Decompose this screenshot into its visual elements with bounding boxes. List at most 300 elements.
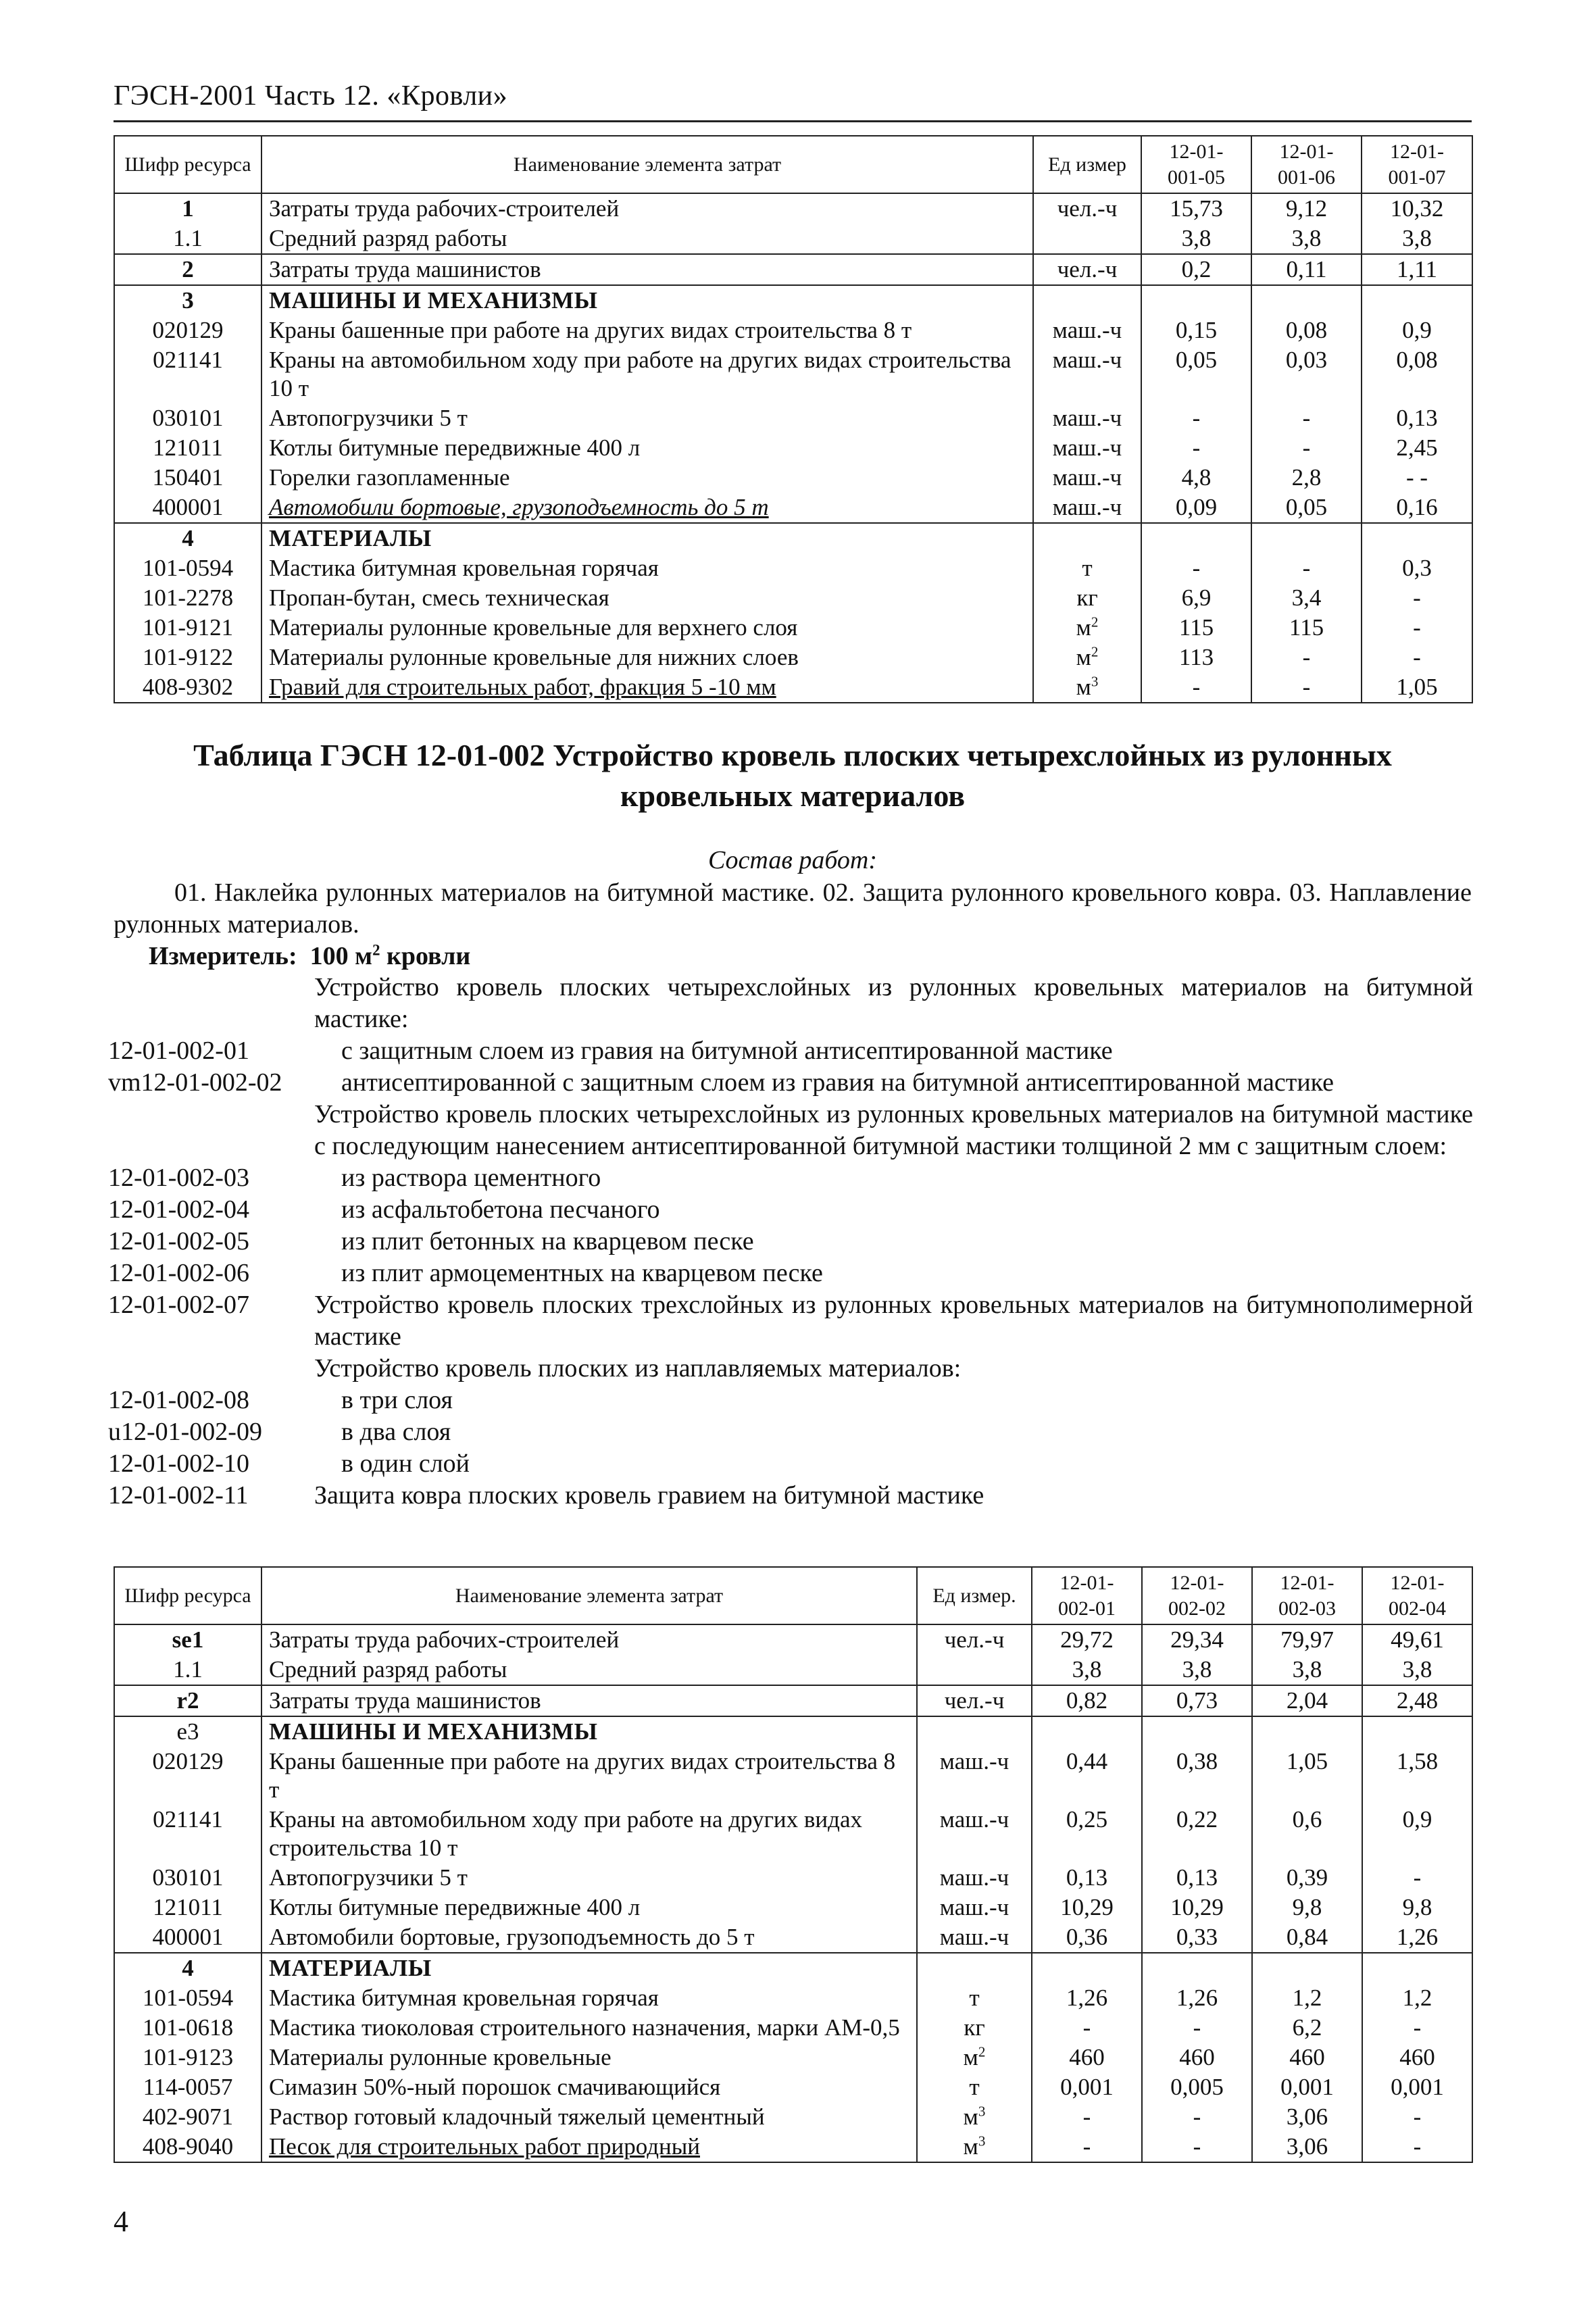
row-value: - xyxy=(1032,2013,1142,2043)
table-row xyxy=(114,1805,1472,1863)
row-unit: кг xyxy=(1033,583,1141,613)
norm-desc: Устройство кровель плоских трехслойных из рулонных кровельных материалов на битумнополимерной мастике xyxy=(314,1291,1473,1351)
row-value: 3,8 xyxy=(1252,1655,1362,1685)
row-unit: чел.-ч xyxy=(1033,254,1141,285)
row-code: 114-0057 xyxy=(114,2072,261,2102)
norm-desc: в два слоя xyxy=(341,1418,451,1446)
composition-title: Состав работ: xyxy=(707,846,878,874)
table-row xyxy=(114,613,1472,643)
row-value: 6,2 xyxy=(1252,2013,1362,2043)
row-value: 3,4 xyxy=(1251,583,1362,613)
row-value: 1,2 xyxy=(1362,1983,1472,2013)
row-value: 1,05 xyxy=(1362,672,1472,703)
row-value: 0,05 xyxy=(1251,493,1362,523)
row-name: Автопогрузчики 5 т xyxy=(261,1863,917,1893)
row-unit: маш.-ч xyxy=(917,1805,1032,1863)
table-row xyxy=(114,345,1472,403)
empty-cell xyxy=(917,1953,1032,1983)
norm-desc: из раствора цементного xyxy=(341,1164,601,1192)
header-col-01: 12-01- 002-01 xyxy=(1032,1567,1142,1624)
row-value: 0,11 xyxy=(1251,254,1362,285)
row-value: - xyxy=(1142,2102,1252,2132)
table-row xyxy=(114,553,1472,583)
section-row xyxy=(114,285,1472,316)
row-value: 2,04 xyxy=(1252,1685,1362,1716)
row-value: - xyxy=(1032,2132,1142,2162)
empty-cell xyxy=(1362,1953,1472,1983)
row-unit: маш.-ч xyxy=(917,1922,1032,1953)
norm-code: 12-01-002-05 xyxy=(108,1227,249,1255)
row-unit: т xyxy=(917,2072,1032,2102)
meter-sup: 2 xyxy=(372,941,380,959)
norm-desc: из плит армоцементных на кварцевом песке xyxy=(341,1259,823,1287)
row-value: 0,15 xyxy=(1141,316,1251,345)
row-value: - xyxy=(1362,1863,1472,1893)
row-unit: чел.-ч xyxy=(917,1624,1032,1655)
norm-desc: из плит бетонных на кварцевом песке xyxy=(341,1227,754,1255)
empty-cell xyxy=(1362,523,1472,553)
row-code: 020129 xyxy=(114,1747,261,1805)
row-value: 2,8 xyxy=(1251,463,1362,493)
row-name: Мастика битумная кровельная горячая xyxy=(261,1983,917,2013)
row-value: 1,58 xyxy=(1362,1747,1472,1805)
section-title: МАШИНЫ И МЕХАНИЗМЫ xyxy=(261,1716,917,1747)
row-value: - xyxy=(1251,433,1362,463)
row-name: Средний разряд работы xyxy=(261,1655,917,1685)
row-unit: $м^3$ xyxy=(1033,672,1141,703)
meter-tail: кровли xyxy=(380,942,471,970)
row-name: Материалы рулонные кровельные для нижних слоев xyxy=(261,643,1033,672)
row-code: 121011 xyxy=(114,1893,261,1922)
section-row xyxy=(114,1953,1472,1983)
row-name: Мастика битумная кровельная горячая xyxy=(261,553,1033,583)
row-value: 1,11 xyxy=(1362,254,1472,285)
row-value: 3,8 xyxy=(1362,1655,1472,1685)
table-row xyxy=(114,403,1472,433)
row-unit: маш.-ч xyxy=(1033,433,1141,463)
row-value: 0,16 xyxy=(1362,493,1472,523)
header-unit: Ед измер xyxy=(1033,136,1141,193)
row-value: 9,8 xyxy=(1362,1893,1472,1922)
table-header-row xyxy=(114,1567,1472,1624)
row-code: 121011 xyxy=(114,433,261,463)
row-value: 49,61 xyxy=(1362,1624,1472,1655)
row-name: Раствор готовый кладочный тяжелый цементный xyxy=(261,2102,917,2132)
table-row xyxy=(114,1922,1472,1953)
row-name: Краны на автомобильном ходу при работе на других видах строительства 10 т xyxy=(261,345,1033,403)
row-value: - xyxy=(1251,672,1362,703)
row-name: Мастика тиоколовая строительного назначения, марки АМ-0,5 xyxy=(261,2013,917,2043)
row-code: 101-9122 xyxy=(114,643,261,672)
row-code: 1.1 xyxy=(114,224,261,254)
row-value: 460 xyxy=(1142,2043,1252,2072)
header-divider xyxy=(114,120,1472,122)
section-title: МАТЕРИАЛЫ xyxy=(261,1953,917,1983)
row-value: 0,38 xyxy=(1142,1747,1252,1805)
norm-code: 12-01-002-07 xyxy=(108,1291,249,1319)
header-code: Шифр ресурса xyxy=(114,1567,261,1624)
resource-table-001 xyxy=(114,135,1473,703)
norm-desc: антисептированной с защитным слоем из гравия на битумной антисептированной мастике xyxy=(341,1068,1335,1097)
empty-cell xyxy=(1141,285,1251,316)
row-code: r2 xyxy=(114,1685,261,1716)
row-value: 10,32 xyxy=(1362,193,1472,224)
header-unit: Ед измер. xyxy=(917,1567,1032,1624)
row-value: 6,9 xyxy=(1141,583,1251,613)
row-value: - xyxy=(1142,2132,1252,2162)
row-name: Песок для строительных работ природный xyxy=(261,2132,917,2162)
header-col-02: 12-01- 002-02 xyxy=(1142,1567,1252,1624)
row-code: 030101 xyxy=(114,1863,261,1893)
list-item xyxy=(108,1226,1473,1258)
row-value: 0,6 xyxy=(1252,1805,1362,1863)
row-unit xyxy=(1033,224,1141,254)
row-value: 0,33 xyxy=(1142,1922,1252,1953)
empty-cell xyxy=(1362,285,1472,316)
row-code: 4 xyxy=(114,523,261,553)
table-row xyxy=(114,2072,1472,2102)
list-item xyxy=(108,1067,1473,1099)
row-value: - xyxy=(1362,2013,1472,2043)
row-code: 021141 xyxy=(114,1805,261,1863)
row-name: Автопогрузчики 5 т xyxy=(261,403,1033,433)
row-value: 0,39 xyxy=(1252,1863,1362,1893)
row-code: se1 xyxy=(114,1624,261,1655)
list-item xyxy=(108,1480,1473,1512)
row-value: 15,73 xyxy=(1141,193,1251,224)
row-code: 101-0594 xyxy=(114,1983,261,2013)
table-row xyxy=(114,1893,1472,1922)
row-value: - xyxy=(1142,2013,1252,2043)
row-value: 9,8 xyxy=(1252,1893,1362,1922)
table-row xyxy=(114,1655,1472,1685)
table-row xyxy=(114,2043,1472,2072)
row-unit: кг xyxy=(917,2013,1032,2043)
row-value: 0,36 xyxy=(1032,1922,1142,1953)
row-value: - xyxy=(1032,2102,1142,2132)
row-value: 1,26 xyxy=(1142,1983,1252,2013)
table-row xyxy=(114,433,1472,463)
row-value: - xyxy=(1362,2102,1472,2132)
header-name: Наименование элемента затрат xyxy=(261,1567,917,1624)
row-code: 1.1 xyxy=(114,1655,261,1685)
table-row xyxy=(114,254,1472,285)
table-row xyxy=(114,2132,1472,2162)
header-col-04: 12-01- 002-04 xyxy=(1362,1567,1472,1624)
row-name: Автомобили бортовые, грузоподъемность до 5 т xyxy=(261,493,1033,523)
empty-cell xyxy=(1251,523,1362,553)
row-name: Автомобили бортовые, грузоподъемность до 5 т xyxy=(261,1922,917,1953)
table-row xyxy=(114,1863,1472,1893)
section-row xyxy=(114,523,1472,553)
row-value: 0,001 xyxy=(1252,2072,1362,2102)
group-intro: Устройство кровель плоских четырехслойных из рулонных кровельных материалов на битумной мастике: xyxy=(314,973,1473,1033)
row-code: 400001 xyxy=(114,1922,261,1953)
row-value: 115 xyxy=(1141,613,1251,643)
table-row xyxy=(114,1685,1472,1716)
row-value: 3,8 xyxy=(1141,224,1251,254)
row-code: 4 xyxy=(114,1953,261,1983)
row-value: 0,2 xyxy=(1141,254,1251,285)
list-item xyxy=(108,1258,1473,1289)
row-value: 0,08 xyxy=(1251,316,1362,345)
norm-code: 12-01-002-01 xyxy=(108,1037,249,1065)
row-value: 0,03 xyxy=(1251,345,1362,403)
header-col-05: 12-01- 001-05 xyxy=(1141,136,1251,193)
list-item xyxy=(108,1035,1473,1067)
empty-cell xyxy=(1032,1953,1142,1983)
row-value: 10,29 xyxy=(1142,1893,1252,1922)
table2-body xyxy=(114,1624,1472,2162)
row-value: 3,8 xyxy=(1032,1655,1142,1685)
norm-desc: Защита ковра плоских кровель гравием на битумной мастике xyxy=(314,1481,984,1510)
row-value: - xyxy=(1362,583,1472,613)
row-name: Затраты труда машинистов xyxy=(261,1685,917,1716)
row-value: 0,09 xyxy=(1141,493,1251,523)
composition-body: 01. Наклейка рулонных материалов на битумной мастике. 02. Защита рулонного кровельного ковра. 03. Наплавление рулонных материалов. xyxy=(114,878,1472,939)
meter-value: 100 м xyxy=(309,942,373,970)
header-col-06: 12-01- 001-06 xyxy=(1251,136,1362,193)
row-name: Гравий для строительных работ, фракция 5 -10 мм xyxy=(261,672,1033,703)
row-code: 408-9040 xyxy=(114,2132,261,2162)
row-value: 0,3 xyxy=(1362,553,1472,583)
row-value: 0,08 xyxy=(1362,345,1472,403)
row-value: 2,48 xyxy=(1362,1685,1472,1716)
row-name: Краны башенные при работе на других видах строительства 8 т xyxy=(261,316,1033,345)
row-value: 0,001 xyxy=(1362,2072,1472,2102)
norm-desc: в три слоя xyxy=(341,1386,453,1414)
row-value: - xyxy=(1141,672,1251,703)
table-row xyxy=(114,493,1472,523)
row-value: 79,97 xyxy=(1252,1624,1362,1655)
row-unit: маш.-ч xyxy=(1033,463,1141,493)
row-value: 0,13 xyxy=(1362,403,1472,433)
norm-code: 12-01-002-11 xyxy=(108,1481,249,1510)
norm-code: 12-01-002-06 xyxy=(108,1259,249,1287)
header-col-07: 12-01- 001-07 xyxy=(1362,136,1472,193)
norm-desc: в один слой xyxy=(341,1449,470,1478)
row-value: 10,29 xyxy=(1032,1893,1142,1922)
row-unit: маш.-ч xyxy=(1033,403,1141,433)
row-value: 0,13 xyxy=(1142,1863,1252,1893)
row-unit: маш.-ч xyxy=(1033,316,1141,345)
norm-code: vm12-01-002-02 xyxy=(108,1068,282,1097)
group-intro: Устройство кровель плоских четырехслойных из рулонных кровельных материалов на битумной мастике с последующим нанесением антисептированной битумной мастики толщиной 2 мм с защитным слоем: xyxy=(314,1100,1473,1160)
row-unit xyxy=(917,1655,1032,1685)
row-value: 0,25 xyxy=(1032,1805,1142,1863)
row-code: 021141 xyxy=(114,345,261,403)
row-value: 1,05 xyxy=(1252,1747,1362,1805)
empty-cell xyxy=(1033,285,1141,316)
row-value: - xyxy=(1141,403,1251,433)
row-unit: т xyxy=(917,1983,1032,2013)
row-value: 0,05 xyxy=(1141,345,1251,403)
row-name: Симазин 50%-ный порошок смачивающийся xyxy=(261,2072,917,2102)
row-value: - xyxy=(1251,643,1362,672)
row-name: Котлы битумные передвижные 400 л xyxy=(261,1893,917,1922)
row-unit: маш.-ч xyxy=(1033,493,1141,523)
row-value: 0,82 xyxy=(1032,1685,1142,1716)
row-name: Краны на автомобильном ходу при работе на других видах строительства 10 т xyxy=(261,1805,917,1863)
row-value: 460 xyxy=(1252,2043,1362,2072)
empty-cell xyxy=(1252,1716,1362,1747)
header-code: Шифр ресурса xyxy=(114,136,261,193)
page-header: ГЭСН-2001 Часть 12. «Кровли» xyxy=(114,80,508,111)
empty-cell xyxy=(1252,1953,1362,1983)
row-name: Горелки газопламенные xyxy=(261,463,1033,493)
row-value: 3,06 xyxy=(1252,2102,1362,2132)
row-value: 0,84 xyxy=(1252,1922,1362,1953)
row-value: - xyxy=(1141,433,1251,463)
list-item xyxy=(108,1194,1473,1226)
row-value: 3,8 xyxy=(1251,224,1362,254)
empty-cell xyxy=(1033,523,1141,553)
row-unit: маш.-ч xyxy=(917,1747,1032,1805)
header-name: Наименование элемента затрат xyxy=(261,136,1033,193)
row-value: 0,9 xyxy=(1362,316,1472,345)
empty-cell xyxy=(1362,1716,1472,1747)
row-name: Затраты труда машинистов xyxy=(261,254,1033,285)
row-value: - xyxy=(1141,553,1251,583)
row-value: - xyxy=(1362,643,1472,672)
row-name: Средний разряд работы xyxy=(261,224,1033,254)
row-code: 101-0594 xyxy=(114,553,261,583)
row-value: 0,13 xyxy=(1032,1863,1142,1893)
row-code: 101-0618 xyxy=(114,2013,261,2043)
table-title-line-1: Таблица ГЭСН 12-01-002 Устройство кровель плоских четырехслойных из рулонных xyxy=(193,738,1392,772)
row-code: 150401 xyxy=(114,463,261,493)
table-header-row xyxy=(114,136,1472,193)
row-code: 101-2278 xyxy=(114,583,261,613)
norm-code: 12-01-002-04 xyxy=(108,1195,249,1224)
row-code: 101-9123 xyxy=(114,2043,261,2072)
row-value: 0,001 xyxy=(1032,2072,1142,2102)
norm-desc: с защитным слоем из гравия на битумной антисептированной мастике xyxy=(341,1037,1113,1065)
row-name: Материалы рулонные кровельные xyxy=(261,2043,917,2072)
meter-label: Измеритель: xyxy=(149,942,297,970)
header-col-03: 12-01- 002-03 xyxy=(1252,1567,1362,1624)
row-value: - xyxy=(1251,553,1362,583)
row-value: 2,45 xyxy=(1362,433,1472,463)
row-value: 3,8 xyxy=(1142,1655,1252,1685)
table-row xyxy=(114,193,1472,224)
row-name: Краны башенные при работе на других видах строительства 8 т xyxy=(261,1747,917,1805)
row-code: 030101 xyxy=(114,403,261,433)
row-unit: т xyxy=(1033,553,1141,583)
list-item xyxy=(108,1385,1473,1416)
table-row xyxy=(114,1747,1472,1805)
table-row xyxy=(114,316,1472,345)
page-number: 4 xyxy=(114,2205,128,2238)
row-value: 0,44 xyxy=(1032,1747,1142,1805)
row-value: 9,12 xyxy=(1251,193,1362,224)
list-item xyxy=(108,1353,1473,1385)
norm-desc: из асфальтобетона песчаного xyxy=(341,1195,660,1224)
row-name: Пропан-бутан, смесь техническая xyxy=(261,583,1033,613)
table-row xyxy=(114,463,1472,493)
row-name: Затраты труда рабочих-строителей xyxy=(261,1624,917,1655)
table-row xyxy=(114,1624,1472,1655)
row-unit: $м^3$ xyxy=(917,2102,1032,2132)
row-value: 29,72 xyxy=(1032,1624,1142,1655)
row-value: 1,26 xyxy=(1032,1983,1142,2013)
row-unit: $м^2$ xyxy=(1033,643,1141,672)
row-value: 29,34 xyxy=(1142,1624,1252,1655)
row-value: 460 xyxy=(1362,2043,1472,2072)
row-value: 113 xyxy=(1141,643,1251,672)
table-title-line-2: кровельных материалов xyxy=(620,778,966,813)
empty-cell xyxy=(1251,285,1362,316)
norm-code: 12-01-002-10 xyxy=(108,1449,249,1478)
row-name: Котлы битумные передвижные 400 л xyxy=(261,433,1033,463)
row-unit: маш.-ч xyxy=(1033,345,1141,403)
meter-line xyxy=(149,941,470,972)
row-value: 1,2 xyxy=(1252,1983,1362,2013)
row-code: 408-9302 xyxy=(114,672,261,703)
row-value: 0,73 xyxy=(1142,1685,1252,1716)
list-item xyxy=(108,1162,1473,1194)
row-value: 0,9 xyxy=(1362,1805,1472,1863)
row-code: e3 xyxy=(114,1716,261,1747)
table-row xyxy=(114,672,1472,703)
row-code: 402-9071 xyxy=(114,2102,261,2132)
table-row xyxy=(114,2013,1472,2043)
norm-code: 12-01-002-03 xyxy=(108,1164,249,1192)
list-item xyxy=(108,1289,1473,1353)
list-item xyxy=(108,1099,1473,1162)
row-value: - - xyxy=(1362,463,1472,493)
empty-cell xyxy=(917,1716,1032,1747)
row-code: 3 xyxy=(114,285,261,316)
row-value: 3,8 xyxy=(1362,224,1472,254)
row-value: 460 xyxy=(1032,2043,1142,2072)
empty-cell xyxy=(1141,523,1251,553)
row-code: 2 xyxy=(114,254,261,285)
table-row xyxy=(114,583,1472,613)
row-value: - xyxy=(1362,2132,1472,2162)
group-intro: Устройство кровель плоских из наплавляемых материалов: xyxy=(314,1354,962,1383)
row-value: - xyxy=(1251,403,1362,433)
row-unit: маш.-ч xyxy=(917,1863,1032,1893)
row-value: - xyxy=(1362,613,1472,643)
row-code: 101-9121 xyxy=(114,613,261,643)
norm-code: u12-01-002-09 xyxy=(108,1418,262,1446)
row-value: 4,8 xyxy=(1141,463,1251,493)
section-title: МАШИНЫ И МЕХАНИЗМЫ xyxy=(261,285,1033,316)
table-row xyxy=(114,1983,1472,2013)
row-unit: маш.-ч xyxy=(917,1893,1032,1922)
row-name: Затраты труда рабочих-строителей xyxy=(261,193,1033,224)
row-unit: чел.-ч xyxy=(1033,193,1141,224)
row-code: 400001 xyxy=(114,493,261,523)
row-unit: $м^2$ xyxy=(917,2043,1032,2072)
section-title: МАТЕРИАЛЫ xyxy=(261,523,1033,553)
norm-code-list xyxy=(108,972,1473,1512)
empty-cell xyxy=(1032,1716,1142,1747)
row-value: 3,06 xyxy=(1252,2132,1362,2162)
row-value: 115 xyxy=(1251,613,1362,643)
row-code: 020129 xyxy=(114,316,261,345)
list-item xyxy=(108,972,1473,1035)
list-item xyxy=(108,1448,1473,1480)
list-item xyxy=(108,1416,1473,1448)
resource-table-002 xyxy=(114,1566,1473,2163)
row-code: 1 xyxy=(114,193,261,224)
row-unit: чел.-ч xyxy=(917,1685,1032,1716)
empty-cell xyxy=(1142,1716,1252,1747)
table-row xyxy=(114,224,1472,254)
row-value: 0,005 xyxy=(1142,2072,1252,2102)
